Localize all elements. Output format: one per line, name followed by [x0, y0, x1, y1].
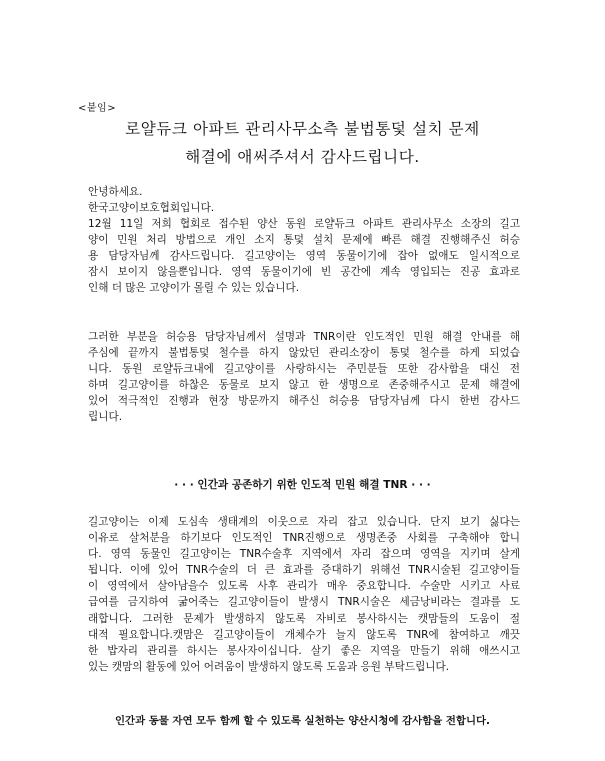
- paragraph-line: 잠시 보이지 않을뿐입니다. 영역 동물이기에 빈 공간에 계속 영입되는 진공 효과로: [88, 266, 520, 279]
- paragraph-1: [88, 216, 520, 296]
- paragraph-line: 용 담당자님께 감사드립니다. 길고양이는 영역 동물이기에 잡아 없애도 일시적으로: [88, 250, 520, 263]
- paragraph-line: 있는 캣맘의 활동에 있어 어려움이 발생하지 않도록 도움과 응원 부탁드립니다.: [88, 660, 450, 673]
- paragraph-3: [88, 514, 520, 675]
- greeting-line: 한국고양이보호협회입니다.: [88, 202, 215, 215]
- greeting: [88, 184, 520, 216]
- paragraph-line: 이유로 살처분을 하기보다 인도적인 TNR진행으로 생명존중 사회를 구축해야 합니: [88, 532, 520, 545]
- paragraph-line: 양이 민원 처리 방법으로 개인 소지 통덫 설치 문제에 빠른 해결 진행해주신 허승: [88, 234, 520, 247]
- paragraph-line: 길고양이는 이제 도심속 생태계의 이웃으로 자리 잡고 있습니다. 단지 보기 싫다는: [88, 516, 520, 528]
- title-line-2: 해결에 애써주셔서 감사드립니다.: [185, 148, 420, 166]
- paragraph-line: 12월 11일 저희 협회로 접수된 양산 동원 로얄듀크 아파트 관리사무소 소장의 길고: [88, 218, 520, 230]
- attachment-label: <붙임>: [78, 103, 117, 114]
- paragraph-line: 됩니다. 이에 있어 TNR수술의 더 큰 효과를 증대하기 위해선 TNR시술된 길고양이들: [88, 564, 520, 577]
- paragraph-line: 립니다.: [88, 411, 123, 424]
- paragraph-2: [88, 329, 520, 426]
- paragraph-line: 이 영역에서 살아남을수 있도록 사후 관리가 매우 중요합니다. 수술만 시키고 사료: [88, 580, 520, 593]
- paragraph-line: 있어 적극적인 진행과 현장 방문까지 해주신 허승용 담당자님께 다시 한번 감사드: [88, 395, 520, 408]
- paragraph-line: 래합니다. 그러한 문제가 발생하지 않도록 자비로 봉사하시는 캣맘들의 도움이 절: [88, 612, 520, 625]
- paragraph-line: 니다. 동원 로얄듀크내에 길고양이를 사랑하시는 주민분들 또한 감사함을 대신 전: [88, 363, 520, 376]
- paragraph-line: 급여를 금지하여 굶어죽는 길고양이들이 발생시 TNR시술은 세금낭비라는 결과를 도: [88, 596, 520, 609]
- section-heading: · · · 인간과 공존하기 위한 인도적 민원 해결 TNR · · ·: [174, 479, 431, 491]
- paragraph-line: 한 밥자리 관리를 하시는 봉사자이십니다. 살기 좋은 지역을 만들기 위해 애쓰시고: [88, 644, 520, 657]
- title-line-1: 로얄듀크 아파트 관리사무소측 불법통덫 설치 문제: [125, 120, 480, 138]
- paragraph-line: 다. 영역 동물인 길고양이는 TNR수술후 지역에서 자리 잡으며 영역을 지키며 살게: [88, 548, 520, 561]
- paragraph-line: 대적 필요합니다.캣맘은 길고양이들이 개체수가 늘지 않도록 TNR에 참여하고 깨끗: [88, 628, 520, 641]
- closing-statement: 인간과 동물 자연 모두 함께 할 수 있도록 실천하는 양산시청에 감사함을 전합니다.: [115, 715, 490, 727]
- paragraph-line: 그러한 부분을 허승용 담당자님께서 설명과 TNR이란 인도적인 민원 해결 안내를 해: [88, 331, 520, 343]
- greeting-line: 안녕하세요.: [88, 186, 143, 198]
- paragraph-line: 주심에 끝까지 불법통덫 철수를 하지 않았던 관리소장이 통덫 철수를 하게 되었습: [88, 347, 520, 360]
- paragraph-line: 인해 더 많은 고양이가 몰릴 수 있는 있습니다.: [88, 282, 300, 295]
- paragraph-line: 하며 길고양이를 하찮은 동물로 보지 않고 한 생명으로 존중해주시고 문제 해결에: [88, 379, 520, 392]
